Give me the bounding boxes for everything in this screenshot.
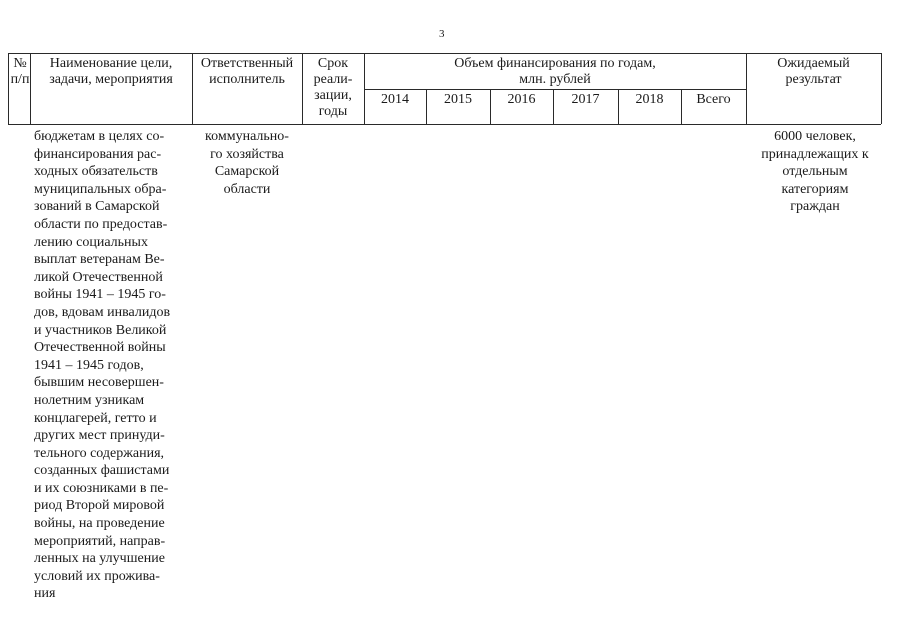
grid-line-header-bottom — [8, 124, 881, 125]
text-line: мероприятий, направ- — [34, 533, 166, 549]
text-line: тельного содержания, — [34, 445, 165, 461]
text-line: выплат ветеранам Ве- — [34, 252, 165, 268]
header-total: Всего — [696, 92, 731, 107]
header-term: Срок реали- зации, годы — [313, 56, 353, 119]
text-line: области — [223, 181, 271, 197]
header-num: № п/п — [10, 56, 30, 87]
text-line: войны, на проведение — [34, 516, 165, 532]
header-funding: Объем финансирования по годам, млн. рублей — [454, 56, 656, 87]
text-line: принадлежащих к — [761, 146, 869, 162]
text-line: финансирования рас- — [34, 146, 162, 162]
header-result: Ожидаемый результат — [777, 56, 850, 87]
cell-expected-result — [748, 128, 882, 216]
text-line: и их союзниками в пе- — [34, 480, 169, 496]
text-line: дов, вдовам инвалидов — [34, 304, 171, 320]
cell-responsible — [194, 128, 300, 198]
text-line: области по предостав- — [34, 216, 168, 232]
text-line: ликой Отечественной — [34, 269, 163, 285]
header-year-2017: 2017 — [571, 92, 600, 107]
text-line: отдельным — [782, 164, 848, 180]
text-line: бюджетам в целях со- — [34, 129, 165, 144]
grid-line-years-top — [364, 89, 746, 90]
header-year-2018: 2018 — [635, 92, 664, 107]
text-line: риод Второй мировой — [34, 498, 165, 514]
text-line: коммунально- — [205, 129, 289, 144]
header-responsible: Ответственный исполнитель — [200, 56, 294, 87]
text-line: Самарской — [214, 164, 280, 180]
text-line: лению социальных — [34, 234, 148, 250]
text-line: 1941 – 1945 годов, — [34, 357, 144, 373]
grid-line-v11 — [881, 53, 882, 124]
text-line: других мест принуди- — [34, 428, 165, 444]
text-line: Отечественной войны — [34, 340, 166, 356]
text-line: и участников Великой — [34, 322, 167, 338]
text-line: ленных на улучшение — [34, 551, 165, 567]
text-line: зований в Самарской — [34, 199, 160, 215]
text-line: бывшим несовершен- — [34, 375, 164, 391]
text-line: созданных фашистами — [34, 463, 170, 479]
header-year-2015: 2015 — [444, 92, 472, 107]
grid-line-top — [8, 53, 881, 54]
text-line: условий их прожива- — [34, 568, 160, 584]
text-line: муниципальных обра- — [34, 181, 167, 197]
text-line: ходных обязательств — [34, 164, 158, 180]
text-line: граждан — [790, 199, 840, 215]
text-line: ния — [34, 586, 56, 602]
cell-activity-name — [34, 128, 192, 603]
text-line: 6000 человек, — [774, 129, 856, 144]
text-line: го хозяйства — [210, 146, 284, 162]
header-year-2016: 2016 — [507, 92, 536, 107]
header-name: Наименование цели, задачи, мероприятия — [49, 56, 173, 87]
page-number: 3 — [439, 28, 445, 40]
text-line: категориям — [781, 181, 849, 197]
text-line: концлагерей, гетто и — [34, 410, 157, 426]
text-line: нолетним узникам — [34, 392, 145, 408]
text-line: войны 1941 – 1945 го- — [34, 287, 166, 303]
header-year-2014: 2014 — [381, 92, 409, 107]
